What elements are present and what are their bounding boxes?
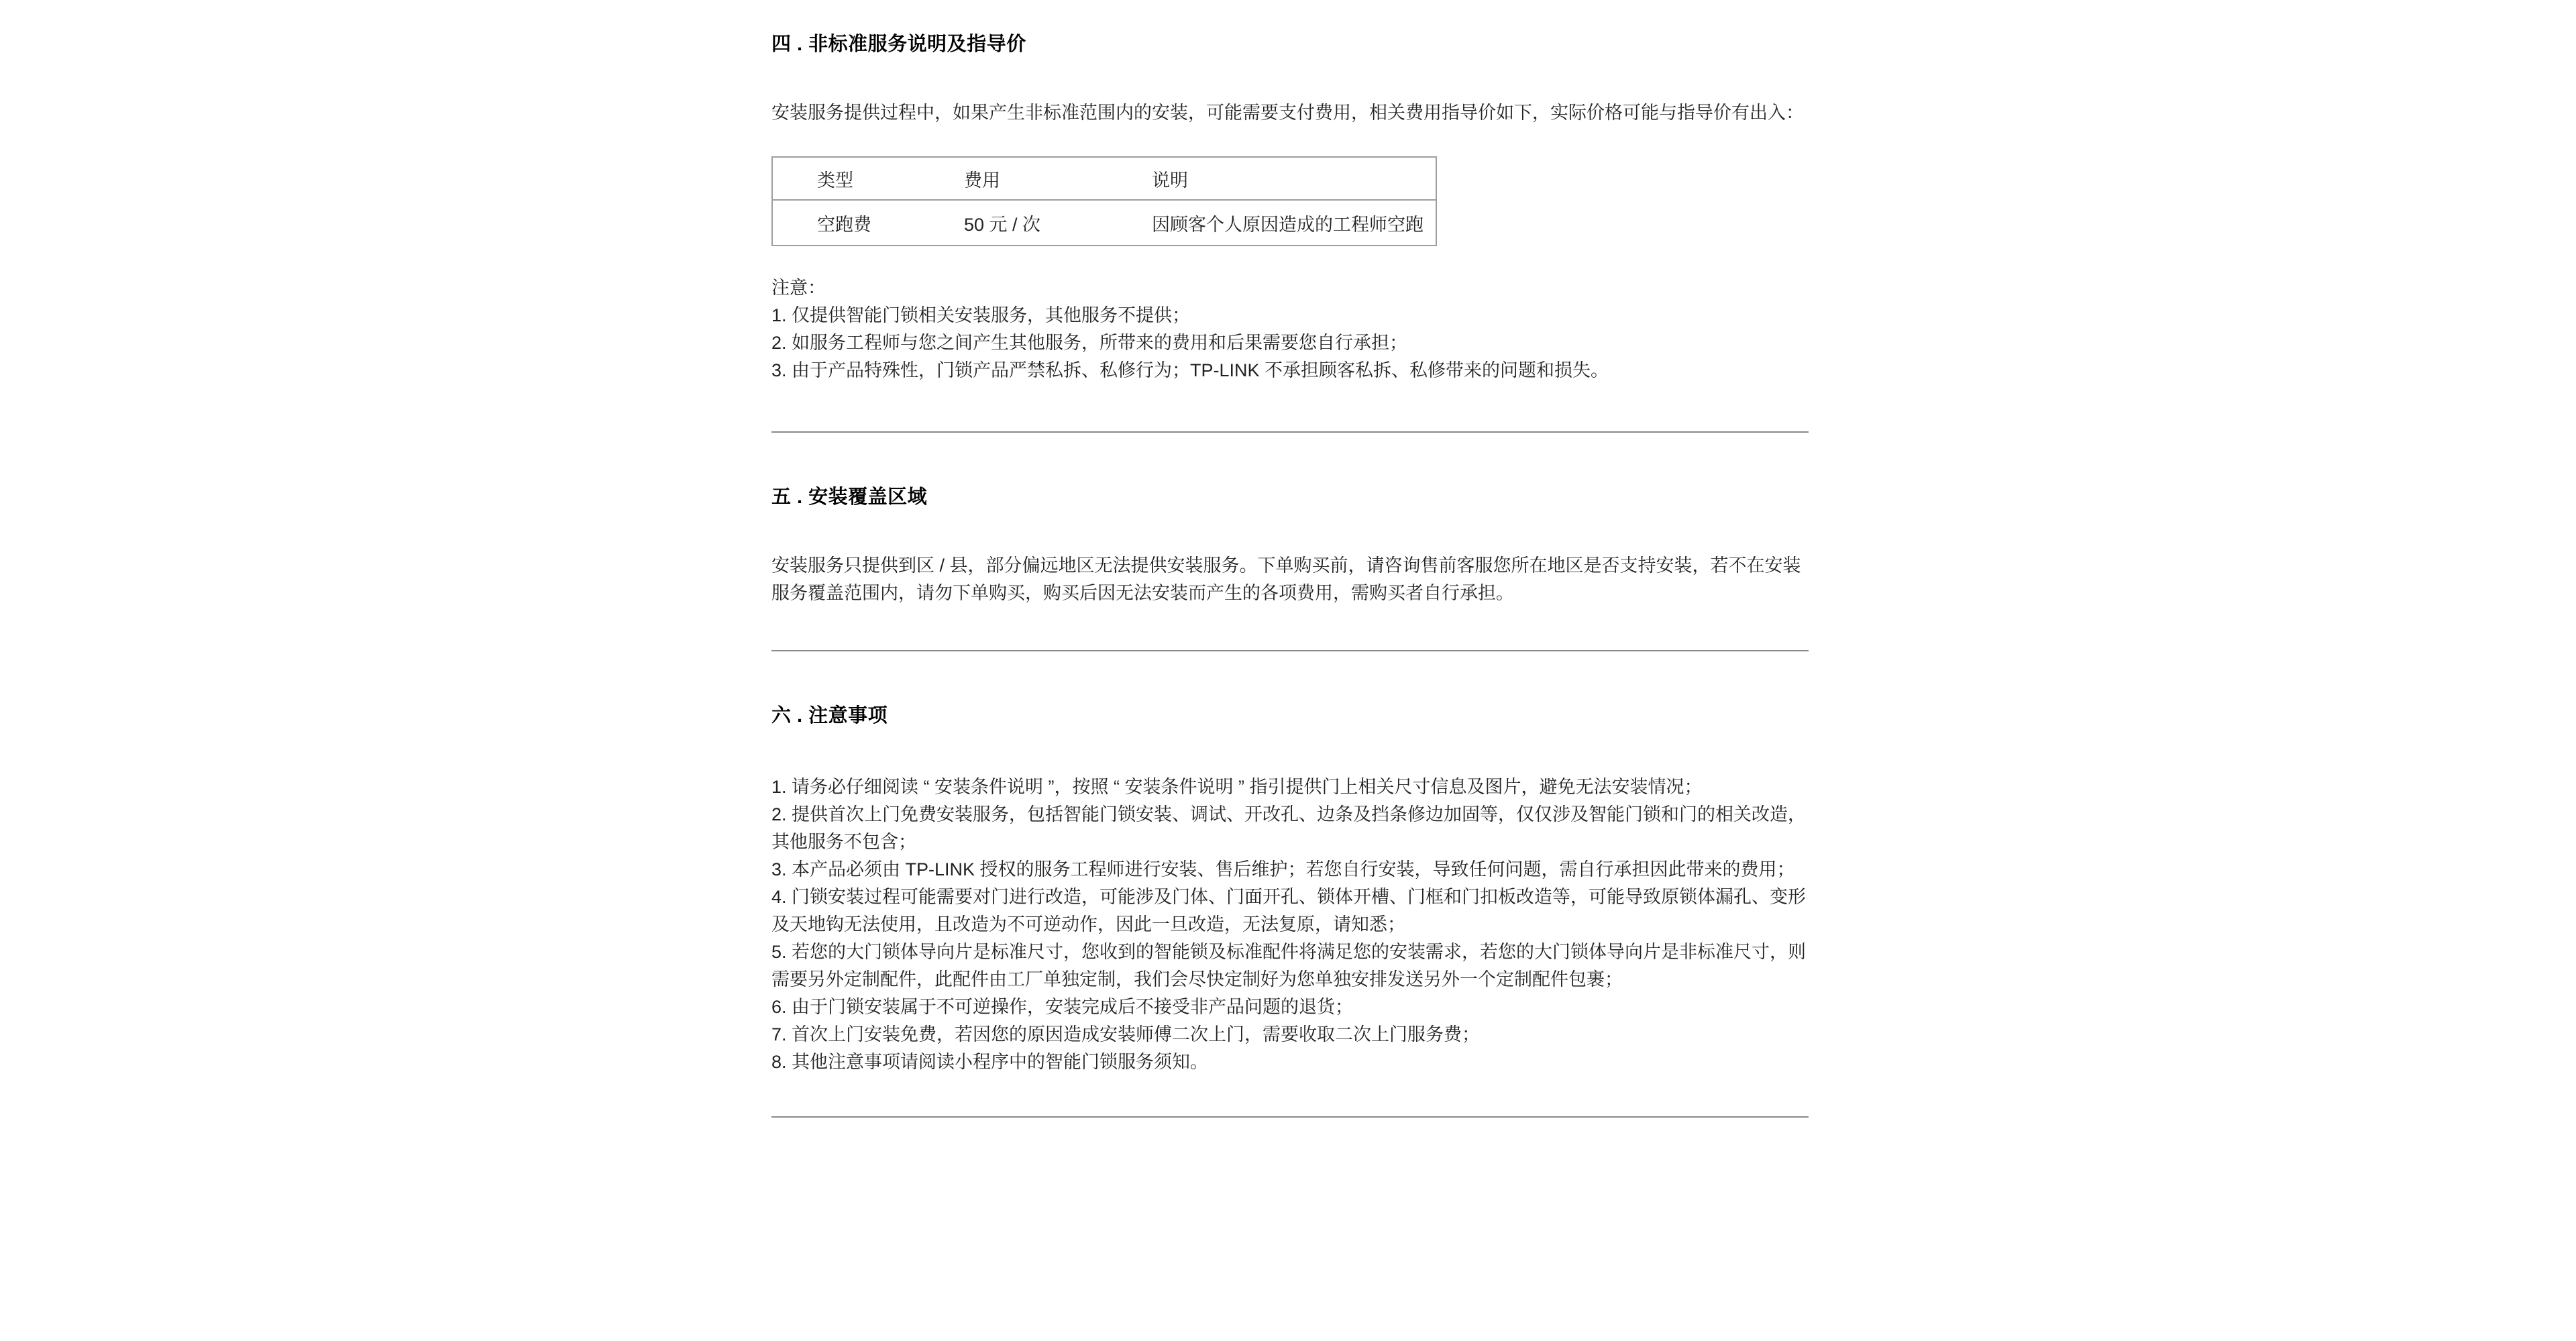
fee-table-header-type: 类型 <box>772 157 920 200</box>
precaution-list <box>771 773 1809 1076</box>
section-precautions <box>771 704 1809 1118</box>
notes-block <box>771 274 1809 384</box>
precaution-item: 8. 其他注意事项请阅读小程序中的智能门锁服务须知。 <box>771 1052 1209 1072</box>
note-item: 3. 由于产品特殊性，门锁产品严禁私拆、私修行为；TP-LINK 不承担顾客私拆、私修带来的问题和损失。 <box>771 360 1609 380</box>
note-item: 1. 仅提供智能门锁相关安装服务，其他服务不提供； <box>771 305 1191 325</box>
precaution-item: 6. 由于门锁安装属于不可逆操作，安装完成后不接受非产品问题的退货； <box>771 997 1354 1017</box>
fee-table-header-row <box>772 157 1436 200</box>
precaution-item: 3. 本产品必须由 TP-LINK 授权的服务工程师进行安装、售后维护；若您自行安装，导致任何问题，需自行承担因此带来的费用； <box>771 859 1795 879</box>
coverage-paragraph: 安装服务只提供到区 / 县，部分偏远地区无法提供安装服务。下单购买前，请咨询售前客服您所在地区是否支持安装，若不在安装服务覆盖范围内，请勿下单购买，购买后因无法安装而产生的各项费用，需购买者自行承担。 <box>771 555 1801 603</box>
precaution-item: 4. 门锁安装过程可能需要对门进行改造，可能涉及门体、门面开孔、锁体开槽、门框和门扣板改造等，可能导致原锁体漏孔、变形及天地钩无法使用，且改造为不可逆动作，因此一旦改造，无法复原，请知悉； <box>771 887 1807 934</box>
section-divider <box>771 650 1809 651</box>
fee-table-cell-desc: 因顾客个人原因造成的工程师空跑 <box>1152 214 1424 235</box>
fee-table <box>771 156 1437 246</box>
fee-table-cell-type: 空跑费 <box>817 214 871 235</box>
section-heading-nonstandard: 四 . 非标准服务说明及指导价 <box>771 34 1026 55</box>
fee-table-cell-fee: 50 元 / 次 <box>964 214 1041 235</box>
notes-label: 注意： <box>771 278 826 298</box>
section-divider <box>771 431 1809 433</box>
section-divider <box>771 1116 1809 1118</box>
note-item: 2. 如服务工程师与您之间产生其他服务，所带来的费用和后果需要您自行承担； <box>771 333 1408 353</box>
nonstandard-intro-paragraph: 安装服务提供过程中，如果产生非标准范围内的安装，可能需要支付费用，相关费用指导价如下，实际价格可能与指导价有出入： <box>771 103 1804 123</box>
precaution-item: 1. 请务必仔细阅读 “ 安装条件说明 ”，按照 “ 安装条件说明 ” 指引提供门上相关尺寸信息及图片，避免无法安装情况； <box>771 777 1703 797</box>
precaution-item: 5. 若您的大门锁体导向片是标准尺寸，您收到的智能锁及标准配件将满足您的安装需求，若您的大门锁体导向片是非标准尺寸，则需要另外定制配件，此配件由工厂单独定制，我们会尽快定制好为您单独安排发送另外一个定制配件包裹； <box>771 942 1807 989</box>
section-coverage-area <box>771 485 1809 651</box>
fee-table-row <box>772 200 1436 246</box>
section-heading-precautions: 六 . 注意事项 <box>771 705 888 727</box>
section-heading-coverage: 五 . 安装覆盖区域 <box>771 486 928 508</box>
section-nonstandard-service <box>771 32 1809 433</box>
fee-table-header-fee: 费用 <box>920 157 1108 200</box>
fee-table-header-desc: 说明 <box>1108 157 1436 200</box>
precaution-item: 7. 首次上门安装免费，若因您的原因造成安装师傅二次上门，需要收取二次上门服务费； <box>771 1024 1481 1044</box>
service-document <box>771 0 1809 1118</box>
precaution-item: 2. 提供首次上门免费安装服务，包括智能门锁安装、调试、开改孔、边条及挡条修边加固等，仅仅涉及智能门锁和门的相关改造，其他服务不包含； <box>771 804 1807 852</box>
